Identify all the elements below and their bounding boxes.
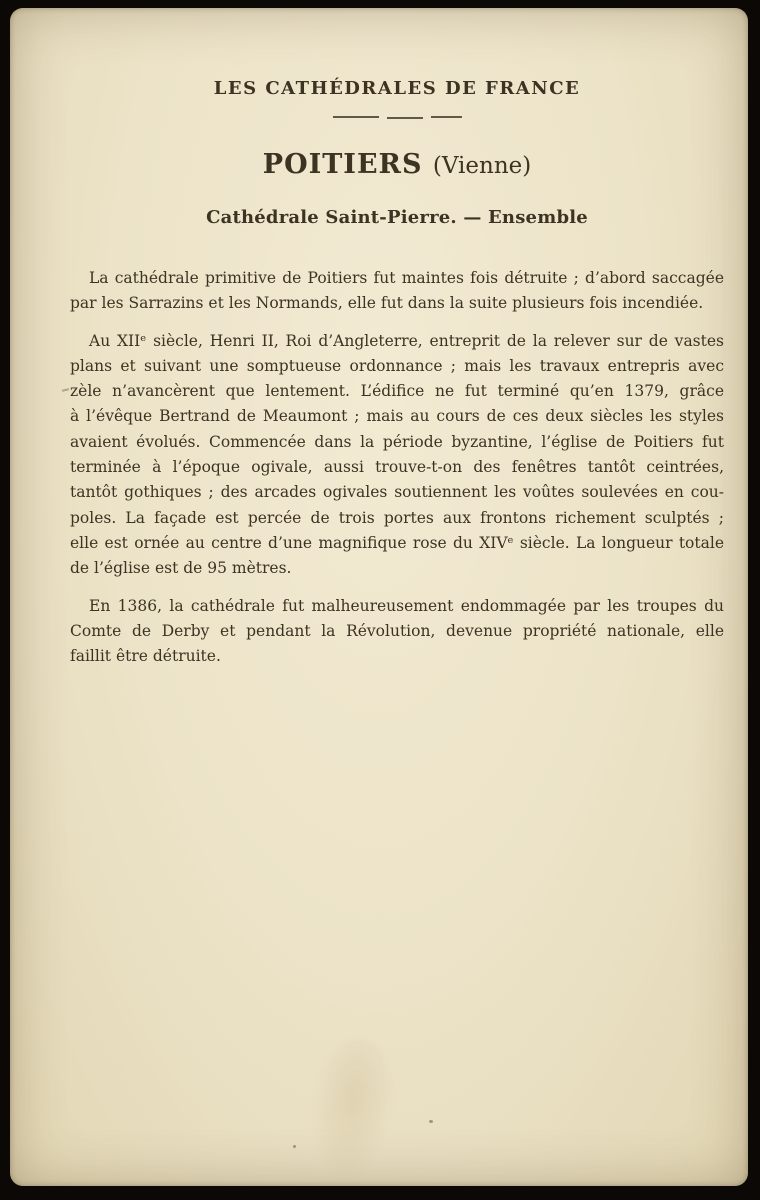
text-line: plans et suivant une somptueuse ordonnance ; mais les travaux entrepris avec: [70, 356, 724, 375]
text-line: Au XIIᵉ siècle, Henri II, Roi d’Angleterre, entreprit de la relever sur de vastes: [89, 331, 724, 350]
text-line: poles. La façade est percée de trois portes aux frontons richement sculptés ;: [70, 508, 724, 527]
text-line: de l’église est de 95 mètres.: [70, 559, 292, 578]
text-line: zèle n’avancèrent que lentement. L’édifice ne fut terminé qu’en 1379, grâce: [70, 382, 724, 401]
series-title: LES CATHÉDRALES DE FRANCE: [213, 78, 581, 99]
rule-dash: [431, 116, 462, 118]
text-line: par les Sarrazins et les Normands, elle fut dans la suite plusieurs fois incendiée.: [70, 294, 704, 313]
paragraph: [70, 329, 724, 582]
body-text: [70, 266, 724, 669]
text-line: elle est ornée au centre d’une magnifique rose du XIVᵉ siècle. La longueur totale: [70, 533, 724, 552]
text-line: terminée à l’époque ogivale, aussi trouve-t-on des fenêtres tantôt ceintrées,: [70, 458, 724, 477]
paper-speck: [293, 1145, 296, 1148]
paper-speck: [429, 1120, 433, 1123]
postcard: [10, 8, 748, 1186]
rule-dash: [333, 116, 379, 118]
title-rule: [70, 116, 724, 119]
text-line: à l’évêque Bertrand de Meaumont ; mais au cours de ces deux siècles les styles: [70, 407, 724, 426]
rule-dash: [387, 117, 423, 119]
region-name: (Vienne): [432, 153, 532, 179]
text-line: faillit être détruite.: [70, 647, 221, 666]
text-line: La cathédrale primitive de Poitiers fut maintes fois détruite ; d’abord saccagée: [89, 269, 724, 287]
paper-stain: [300, 1033, 403, 1186]
paragraph: [70, 266, 724, 317]
city-name: POITIERS: [262, 149, 423, 180]
text-line: tantôt gothiques ; des arcades ogivales soutiennent les voûtes soulevées en cou-: [70, 483, 724, 502]
paragraph: [70, 594, 724, 670]
city-title: [70, 149, 724, 182]
paper-speck: [62, 388, 69, 392]
text-line: En 1386, la cathédrale fut malheureusement endommagée par les troupes du: [89, 596, 724, 615]
caption: Cathédrale Saint-Pierre. — Ensemble: [206, 207, 588, 228]
text-line: avaient évolués. Commencée dans la période byzantine, l’église de Poitiers fut: [70, 432, 724, 451]
postcard-content: [70, 8, 724, 669]
text-line: Comte de Derby et pendant la Révolution, devenue propriété nationale, elle: [70, 621, 724, 640]
